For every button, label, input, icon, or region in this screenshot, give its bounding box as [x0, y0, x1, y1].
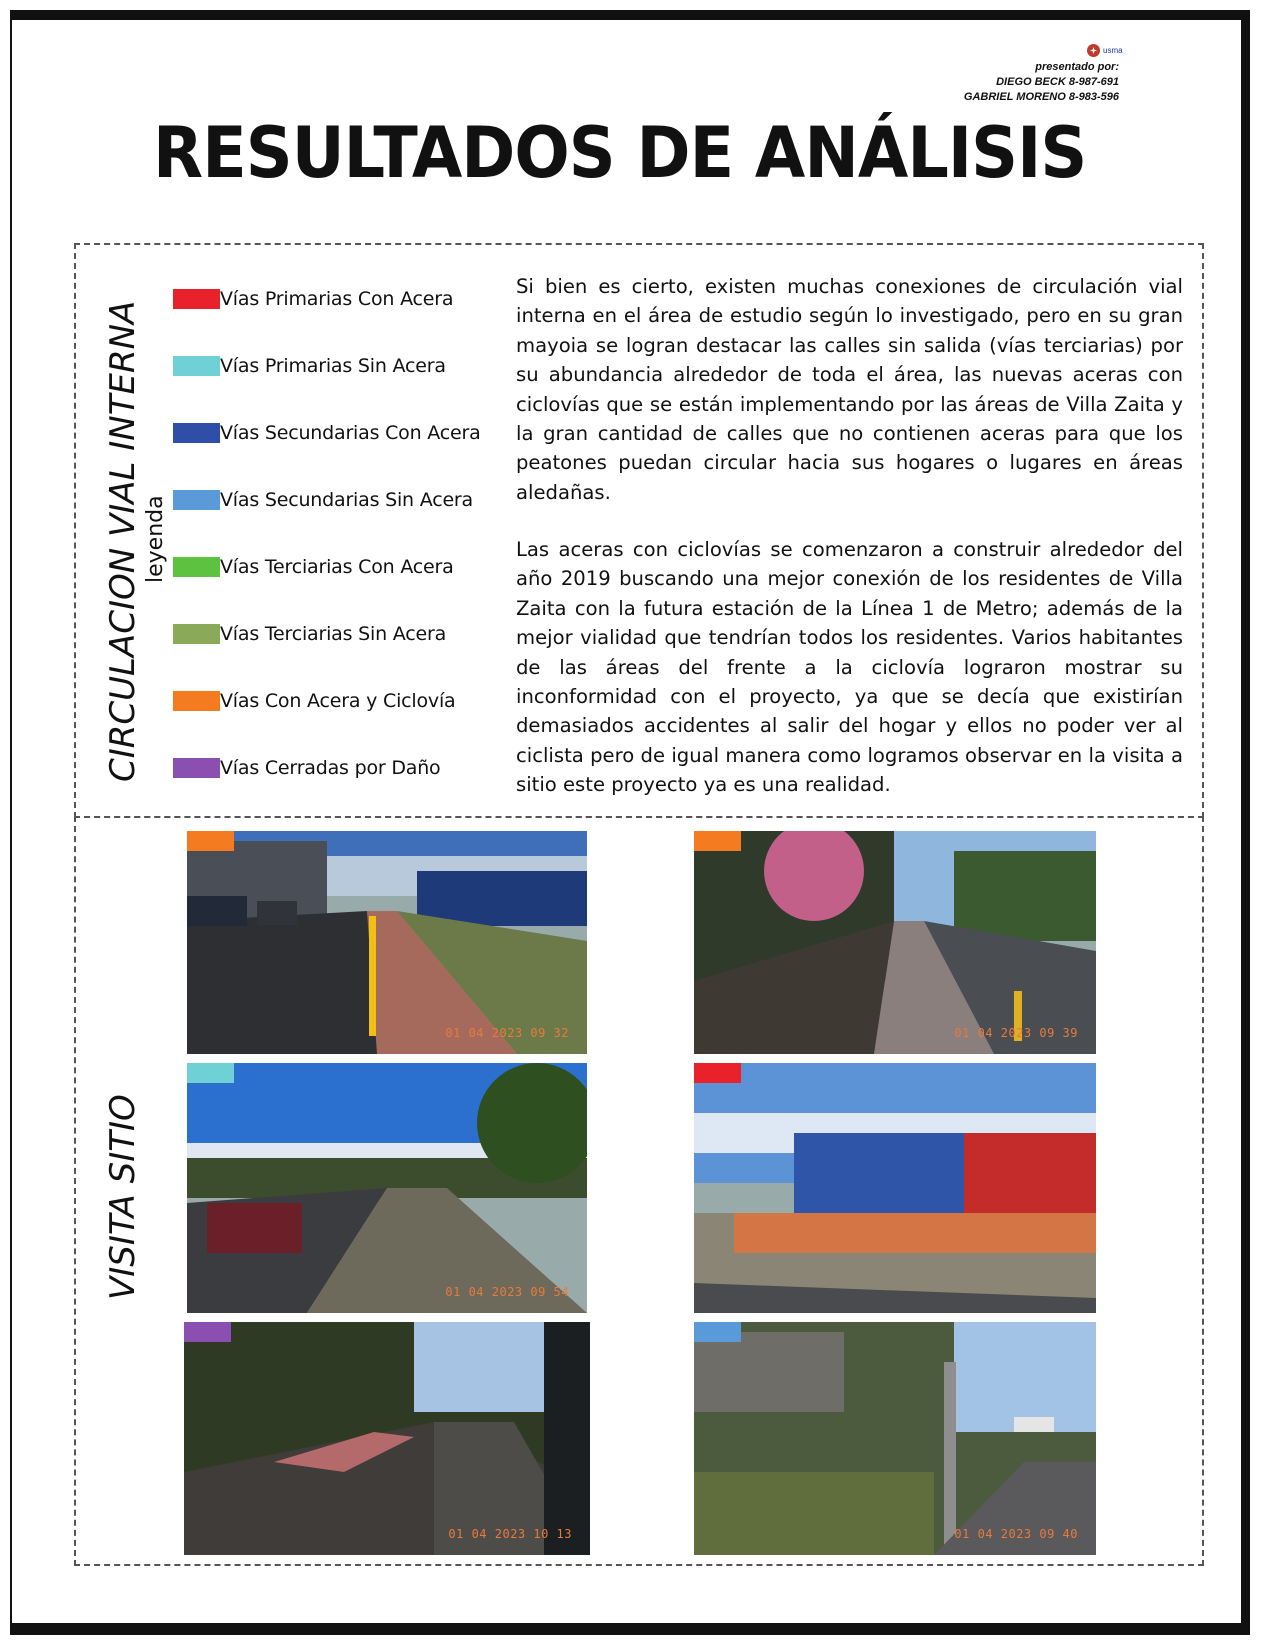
legend-swatch	[173, 490, 220, 510]
legend-item	[173, 756, 440, 780]
presented-by: presentado por:	[1035, 61, 1119, 73]
photo-timestamp: 01 04 2023 09 54	[445, 1285, 569, 1299]
photo-tag	[694, 831, 741, 851]
legend-item	[173, 622, 446, 646]
legend-swatch	[173, 423, 220, 443]
legend-label: Vías Terciarias Sin Acera	[220, 623, 447, 645]
legend-item	[173, 488, 473, 512]
legend-item	[173, 354, 446, 378]
logo-text: usma	[1103, 46, 1123, 55]
legend-item	[173, 689, 455, 713]
legend-label: Vías Terciarias Con Acera	[220, 556, 454, 578]
analysis-paragraph-2: Las aceras con ciclovías se comenzaron a construir alrededor del año 2019 buscando una mejor conexión de los residentes de Villa Zaita con la futura estación de la Línea 1 de Metro; además de la mejor vialidad que tendrían todos los residentes. Varios habitantes de las áreas del frente a la ciclovía lograron mostrar su inconformidad con el proyecto, ya que se decía que existirían demasiados accidentes al salir del hogar y ellos no poder ver al ciclista pero de igual manera como logramos observar en la visita a sitio este proyecto ya es una realidad.	[516, 538, 1183, 797]
legend-item	[173, 421, 481, 445]
photo-tag	[184, 1322, 231, 1342]
legend-label: Vías Secundarias Sin Acera	[220, 489, 473, 511]
photo-timestamp: 01 04 2023 09 32	[445, 1026, 569, 1040]
legend-heading: leyenda	[143, 495, 168, 583]
analysis-paragraph-1: Si bien es cierto, existen muchas conexiones de circulación vial interna en el área de estudio según lo investigado, pero en su gran mayoia se logran destacar las calles sin salida (vías terciarias) por su abundancia alrededor de toda el área, las nuevas aceras con ciclovías que se están implementando por las áreas de Villa Zaita y la gran cantidad de calles que no contienen aceras para que los peatones puedan circular hacia sus hogares o lugares en áreas aledañas.	[516, 275, 1183, 504]
photo-tag	[694, 1322, 741, 1342]
legend-swatch	[173, 691, 220, 711]
site-photo-4	[694, 1063, 1096, 1313]
street-scene-image	[694, 831, 1096, 1054]
street-scene-image	[694, 1322, 1096, 1555]
legend-swatch	[173, 289, 220, 309]
legend-item	[173, 287, 453, 311]
legend-swatch	[173, 758, 220, 778]
usma-logo-icon	[1087, 44, 1100, 57]
author-2: GABRIEL MORENO 8-983-596	[963, 91, 1119, 103]
street-scene-image	[187, 831, 587, 1054]
site-photo-1	[187, 831, 587, 1054]
photo-tag	[187, 1063, 234, 1083]
legend-label: Vías Primarias Sin Acera	[220, 355, 446, 377]
legend-label: Vías Primarias Con Acera	[220, 288, 454, 310]
legend-label: Vías Secundarias Con Acera	[220, 422, 481, 444]
photo-tag	[694, 1063, 741, 1083]
visita-heading: VISITA SITIO	[103, 1094, 143, 1300]
site-photo-3	[187, 1063, 587, 1313]
site-photo-5	[184, 1322, 590, 1555]
street-scene-image	[694, 1063, 1096, 1313]
photo-timestamp: 01 04 2023 09 39	[954, 1026, 1078, 1040]
street-scene-image	[184, 1322, 590, 1555]
credits	[964, 60, 1119, 105]
legend-swatch	[173, 624, 220, 644]
site-photo-2	[694, 831, 1096, 1054]
photo-tag	[187, 831, 234, 851]
circulacion-heading: CIRCULACION VIAL INTERNA	[103, 300, 143, 782]
usma-logo	[1087, 44, 1123, 57]
legend-swatch	[173, 356, 220, 376]
photo-timestamp: 01 04 2023 10 13	[448, 1527, 572, 1541]
photo-timestamp: 01 04 2023 09 40	[954, 1527, 1078, 1541]
author-1: DIEGO BECK 8-987-691	[996, 76, 1119, 88]
legend-label: Vías Cerradas por Daño	[220, 757, 441, 779]
street-scene-image	[187, 1063, 587, 1313]
page-title: RESULTADOS DE ANÁLISIS	[153, 112, 1087, 194]
site-photo-6	[694, 1322, 1096, 1555]
legend-item	[173, 555, 454, 579]
legend-swatch	[173, 557, 220, 577]
legend-label: Vías Con Acera y Ciclovía	[220, 690, 456, 712]
